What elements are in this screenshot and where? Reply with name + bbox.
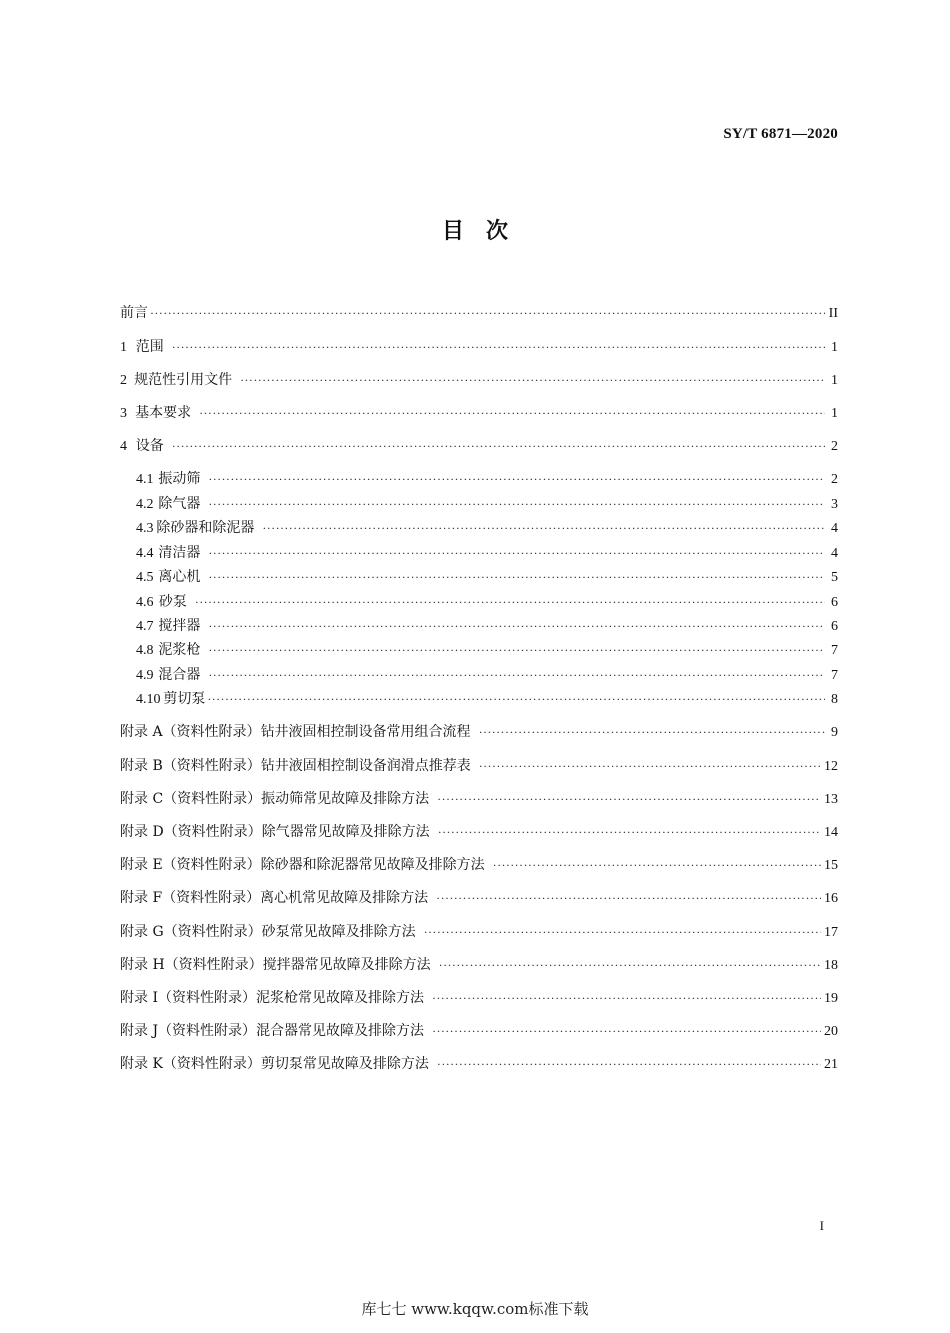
toc-entry-section-4-6[interactable] bbox=[136, 593, 838, 612]
appendix-title: 钻井液固相控制设备常用组合流程 bbox=[260, 724, 471, 740]
toc-page-number: 18 bbox=[824, 958, 838, 973]
toc-page-number: 2 bbox=[831, 439, 838, 454]
toc-entry-section-4-3[interactable] bbox=[136, 519, 838, 538]
dot-leader bbox=[207, 690, 825, 708]
toc-page-number: 16 bbox=[824, 891, 838, 906]
appendix-name: 附录 D（资料性附录） bbox=[120, 824, 262, 840]
toc-label: 规范性引用文件 bbox=[134, 372, 233, 388]
toc-page-number: 4 bbox=[831, 546, 838, 561]
dot-leader bbox=[208, 495, 825, 513]
appendix-name: 附录 K（资料性附录） bbox=[120, 1056, 261, 1072]
toc-page-number: 2 bbox=[831, 472, 838, 487]
toc-label: 前言 bbox=[120, 305, 148, 321]
appendix-name: 附录 B（资料性附录） bbox=[120, 758, 261, 774]
toc-label: 清洁器 bbox=[158, 545, 201, 561]
toc-number: 1 bbox=[120, 340, 127, 355]
toc-label: 范围 bbox=[135, 339, 164, 355]
dot-leader bbox=[437, 1055, 821, 1073]
toc-page-number: 15 bbox=[824, 858, 838, 873]
toc-number: 4.2 bbox=[136, 497, 154, 512]
toc-entry-section-4-9[interactable] bbox=[136, 666, 838, 685]
appendix-name: 附录 I（资料性附录） bbox=[120, 990, 256, 1006]
toc-entry-section-4-10[interactable] bbox=[136, 690, 838, 709]
toc-entry-appendix-c[interactable] bbox=[120, 790, 838, 809]
toc-page-number: 9 bbox=[831, 725, 838, 740]
toc-number: 4.4 bbox=[136, 546, 154, 561]
appendix-name: 附录 J（资料性附录） bbox=[120, 1023, 257, 1039]
toc-number: 2 bbox=[120, 373, 127, 388]
dot-leader bbox=[439, 956, 821, 974]
toc-page-number: 7 bbox=[831, 668, 838, 683]
appendix-title: 泥浆枪常见故障及排除方法 bbox=[255, 990, 424, 1006]
toc-entry-appendix-a[interactable] bbox=[120, 723, 838, 742]
appendix-name: 附录 H（资料性附录） bbox=[120, 957, 263, 973]
toc-entry-appendix-j[interactable] bbox=[120, 1022, 838, 1041]
toc-entry-section-4-5[interactable] bbox=[136, 568, 838, 587]
toc-entry-section-4-1[interactable] bbox=[136, 470, 838, 489]
dot-leader bbox=[208, 641, 825, 659]
toc-label: 剪切泵 bbox=[163, 691, 206, 707]
toc-label: 砂泵 bbox=[158, 594, 187, 610]
appendix-name: 附录 G（资料性附录） bbox=[120, 924, 262, 940]
toc-page-number: 17 bbox=[824, 925, 838, 940]
toc-number: 4.3 bbox=[136, 521, 154, 536]
dot-leader bbox=[150, 304, 825, 322]
toc-entry-preface[interactable] bbox=[120, 304, 838, 323]
dot-leader bbox=[262, 519, 825, 537]
toc-page-number: 3 bbox=[831, 497, 838, 512]
dot-leader bbox=[208, 617, 825, 635]
dot-leader bbox=[493, 856, 821, 874]
dot-leader bbox=[208, 470, 825, 488]
toc-entry-appendix-e[interactable] bbox=[120, 856, 838, 875]
toc-entry-appendix-d[interactable] bbox=[120, 823, 838, 842]
appendix-title: 离心机常见故障及排除方法 bbox=[260, 890, 429, 906]
toc-page-number: 1 bbox=[831, 373, 838, 388]
toc-label: 泥浆枪 bbox=[158, 642, 201, 658]
toc-page-number: 1 bbox=[831, 406, 838, 421]
toc-label: 除砂器和除泥器 bbox=[156, 520, 255, 536]
appendix-title: 除气器常见故障及排除方法 bbox=[261, 824, 430, 840]
toc-label: 离心机 bbox=[158, 569, 201, 585]
toc-number: 4.5 bbox=[136, 570, 154, 585]
page-title: 目 次 bbox=[441, 219, 508, 244]
toc-page-number: 7 bbox=[831, 643, 838, 658]
dot-leader bbox=[172, 338, 825, 356]
dot-leader bbox=[432, 989, 821, 1007]
appendix-name: 附录 F（资料性附录） bbox=[120, 890, 261, 906]
site-watermark: 库七七 www.kqqw.com标准下载 bbox=[361, 1300, 589, 1318]
appendix-name: 附录 E（资料性附录） bbox=[120, 857, 261, 873]
toc-entry-appendix-g[interactable] bbox=[120, 923, 838, 942]
appendix-name: 附录 C（资料性附录） bbox=[120, 791, 262, 807]
toc-label: 振动筛 bbox=[158, 471, 201, 487]
toc-entry-section-4-7[interactable] bbox=[136, 617, 838, 636]
toc-number: 4 bbox=[120, 439, 127, 454]
appendix-title: 砂泵常见故障及排除方法 bbox=[261, 924, 416, 940]
toc-label: 搅拌器 bbox=[158, 618, 201, 634]
appendix-title: 振动筛常见故障及排除方法 bbox=[261, 791, 430, 807]
dot-leader bbox=[208, 544, 825, 562]
toc-page-number: 21 bbox=[824, 1057, 838, 1072]
appendix-title: 剪切泵常见故障及排除方法 bbox=[260, 1056, 429, 1072]
toc-page-number: 19 bbox=[824, 991, 838, 1006]
dot-leader bbox=[172, 437, 825, 455]
appendix-title: 搅拌器常见故障及排除方法 bbox=[262, 957, 431, 973]
appendix-title: 除砂器和除泥器常见故障及排除方法 bbox=[260, 857, 485, 873]
toc-label: 混合器 bbox=[158, 667, 201, 683]
toc-page-number: 13 bbox=[824, 792, 838, 807]
toc-page-number: 14 bbox=[824, 825, 838, 840]
toc-page-number: 4 bbox=[831, 521, 838, 536]
page-number: I bbox=[819, 1218, 824, 1233]
toc-label: 基本要求 bbox=[135, 405, 192, 421]
toc-entry-chapter-3[interactable] bbox=[120, 404, 838, 423]
toc-page-number: 8 bbox=[831, 692, 838, 707]
toc-entry-section-4-8[interactable] bbox=[136, 641, 838, 660]
toc-entry-section-4-4[interactable] bbox=[136, 544, 838, 563]
toc-number: 4.9 bbox=[136, 668, 154, 683]
dot-leader bbox=[195, 593, 825, 611]
toc-entry-chapter-2[interactable] bbox=[120, 371, 838, 390]
dot-leader bbox=[479, 757, 821, 775]
toc-entry-appendix-i[interactable] bbox=[120, 989, 838, 1008]
toc-label: 设备 bbox=[135, 438, 164, 454]
dot-leader bbox=[436, 889, 821, 907]
toc-entry-chapter-4[interactable] bbox=[120, 437, 838, 456]
toc-entry-chapter-1[interactable] bbox=[120, 338, 838, 357]
toc-number: 3 bbox=[120, 406, 127, 421]
toc-page-number: II bbox=[828, 306, 838, 321]
dot-leader bbox=[424, 923, 821, 941]
toc-page-number: 1 bbox=[831, 340, 838, 355]
dot-leader bbox=[432, 1022, 821, 1040]
dot-leader bbox=[240, 371, 825, 389]
appendix-title: 混合器常见故障及排除方法 bbox=[256, 1023, 425, 1039]
toc-number: 4.1 bbox=[136, 472, 154, 487]
appendix-name: 附录 A（资料性附录） bbox=[120, 724, 261, 740]
dot-leader bbox=[208, 666, 825, 684]
toc-page-number: 20 bbox=[824, 1024, 838, 1039]
toc-number: 4.6 bbox=[136, 595, 154, 610]
toc-entry-appendix-f[interactable] bbox=[120, 889, 838, 908]
appendix-title: 钻井液固相控制设备润滑点推荐表 bbox=[260, 758, 471, 774]
toc-page-number: 6 bbox=[831, 595, 838, 610]
toc-entry-appendix-h[interactable] bbox=[120, 956, 838, 975]
toc-page-number: 5 bbox=[831, 570, 838, 585]
toc-entry-appendix-k[interactable] bbox=[120, 1055, 838, 1074]
dot-leader bbox=[199, 404, 825, 422]
toc-number: 4.8 bbox=[136, 643, 154, 658]
standard-code: SY/T 6871—2020 bbox=[723, 126, 838, 142]
toc-entry-section-4-2[interactable] bbox=[136, 495, 838, 514]
dot-leader bbox=[208, 568, 825, 586]
toc-page-number: 12 bbox=[824, 759, 838, 774]
toc-entry-appendix-b[interactable] bbox=[120, 757, 838, 776]
toc-number: 4.10 bbox=[136, 692, 161, 707]
toc-label: 除气器 bbox=[158, 496, 201, 512]
dot-leader bbox=[437, 790, 821, 808]
dot-leader bbox=[438, 823, 821, 841]
dot-leader bbox=[479, 723, 825, 741]
toc-number: 4.7 bbox=[136, 619, 154, 634]
toc-page-number: 6 bbox=[831, 619, 838, 634]
